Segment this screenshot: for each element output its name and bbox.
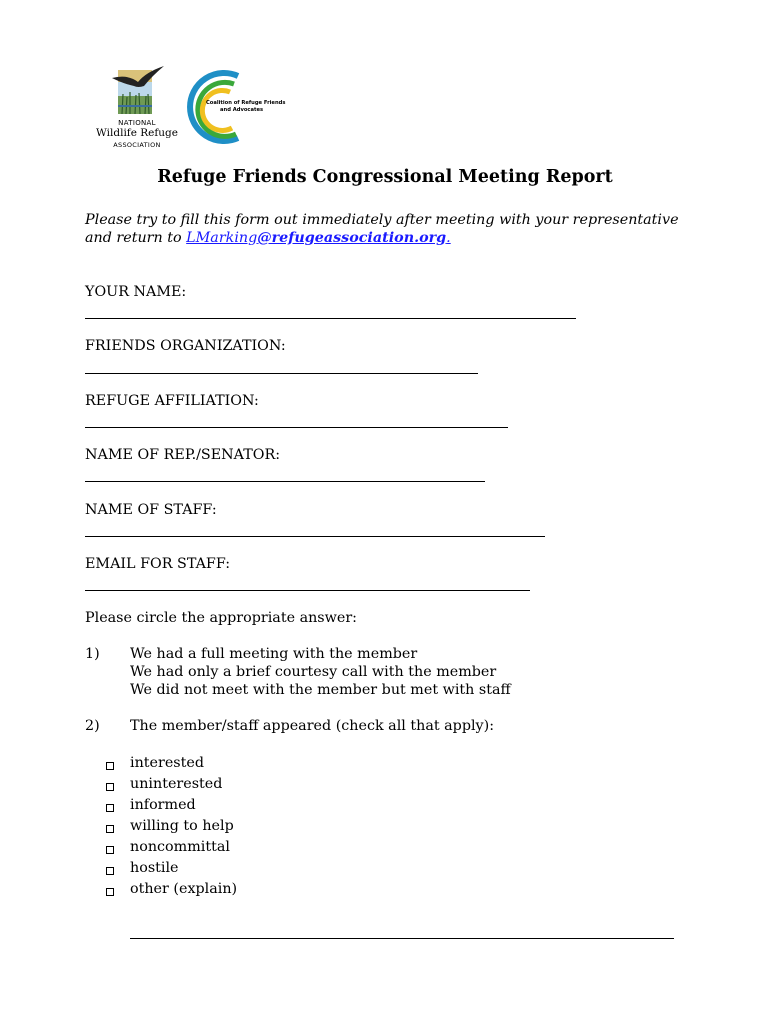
wetland-bird-icon xyxy=(108,64,164,118)
intro-paragraph xyxy=(85,211,705,247)
question1-number: 1) xyxy=(85,646,100,662)
checkbox-label: interested xyxy=(130,755,204,771)
page-title: Refuge Friends Congressional Meeting Report xyxy=(157,167,613,187)
checkbox-label: other (explain) xyxy=(130,881,238,897)
checkbox-label: noncommittal xyxy=(130,839,230,855)
nwra-line2: Wildlife Refuge xyxy=(96,127,178,139)
checkbox[interactable] xyxy=(106,762,114,770)
checkbox[interactable] xyxy=(106,783,114,791)
checkbox-label: informed xyxy=(130,797,196,813)
question2-number: 2) xyxy=(85,718,100,734)
field-line-staff-email[interactable] xyxy=(85,590,530,591)
checkbox[interactable] xyxy=(106,825,114,833)
field-label-friends-organization: FRIENDS ORGANIZATION: xyxy=(85,338,286,354)
checkbox[interactable] xyxy=(106,888,114,896)
checkbox[interactable] xyxy=(106,867,114,875)
coalition-line2: and Advocates xyxy=(220,107,264,113)
email-link[interactable] xyxy=(186,230,451,246)
question1-option[interactable]: We did not meet with the member but met with staff xyxy=(130,682,511,698)
checkbox-label: uninterested xyxy=(130,776,223,792)
field-label-staff-name: NAME OF STAFF: xyxy=(85,502,217,518)
question1-option[interactable]: We had a full meeting with the member xyxy=(130,646,418,662)
checkbox[interactable] xyxy=(106,846,114,854)
email-tail: . xyxy=(446,230,451,246)
coalition-line1: Coalition of Refuge Friends xyxy=(206,100,286,106)
coalition-logo xyxy=(180,68,288,148)
field-line-staff-name[interactable] xyxy=(85,536,545,537)
field-line-friends-organization[interactable] xyxy=(85,373,478,374)
checkbox-label: willing to help xyxy=(130,818,234,834)
explain-line[interactable] xyxy=(130,938,674,939)
question1-option[interactable]: We had only a brief courtesy call with the member xyxy=(130,664,497,680)
field-label-refuge-affiliation: REFUGE AFFILIATION: xyxy=(85,393,259,409)
instruction-text: Please circle the appropriate answer: xyxy=(85,610,357,626)
email-user: LMarking xyxy=(186,230,258,246)
field-line-rep-senator[interactable] xyxy=(85,481,485,482)
field-label-your-name: YOUR NAME: xyxy=(85,284,187,300)
nwra-line3: ASSOCIATION xyxy=(113,141,161,149)
field-label-rep-senator: NAME OF REP./SENATOR: xyxy=(85,447,281,463)
intro-text: Please try to fill this form out immediately after meeting with your representative and return to xyxy=(85,212,679,246)
field-line-refuge-affiliation[interactable] xyxy=(85,427,508,428)
nwra-line1: NATIONAL xyxy=(118,119,156,127)
email-domain: @refugeassociation.org xyxy=(257,230,447,246)
nwra-logo xyxy=(96,64,178,152)
checkbox-label: hostile xyxy=(130,860,179,876)
field-line-your-name[interactable] xyxy=(85,318,576,319)
checkbox[interactable] xyxy=(106,804,114,812)
question2-text: The member/staff appeared (check all that apply): xyxy=(130,718,495,734)
field-label-staff-email: EMAIL FOR STAFF: xyxy=(85,556,231,572)
